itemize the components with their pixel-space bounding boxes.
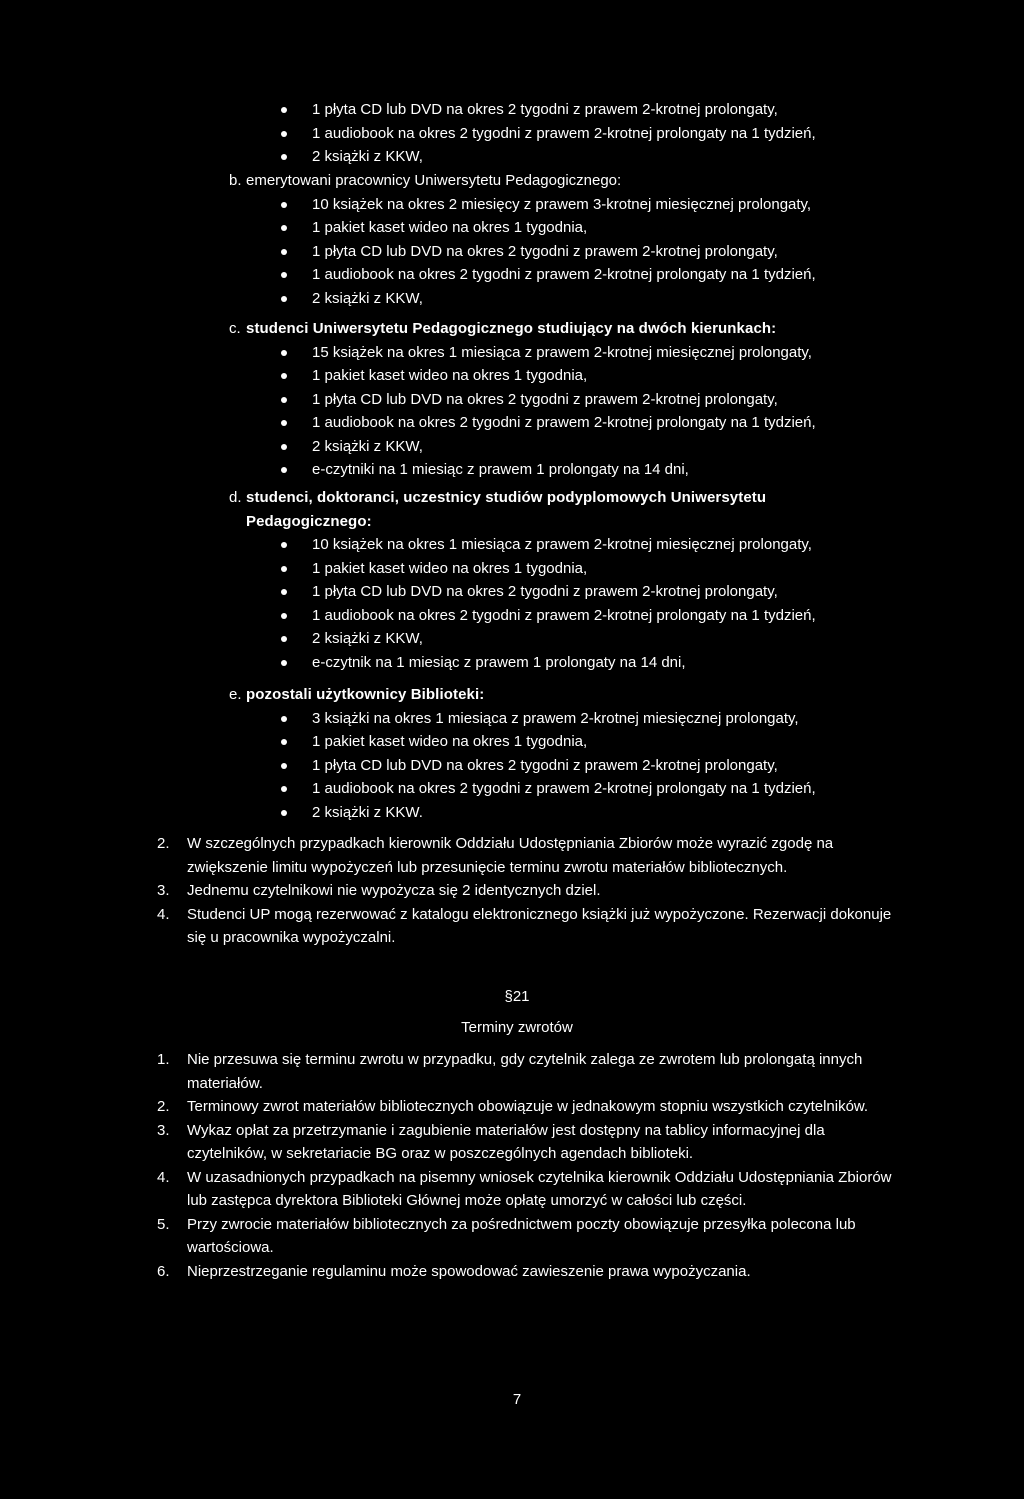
bullet-dot-icon [281,154,287,160]
bullet-item: e-czytnik na 1 miesiąc z prawem 1 prolongaty na 14 dni, [0,651,1024,675]
bullet-dot-icon [281,249,287,255]
bullet-item: 3 książki na okres 1 miesiąca z prawem 2-krotnej miesięcznej prolongaty, [0,707,1024,731]
bullet-dot-icon [281,763,287,769]
bullet-dot-icon [281,373,287,379]
bullet-dot-icon [281,225,287,231]
bullet-dot-icon [281,566,287,572]
numbered-list-top [0,832,1024,950]
bullet-dot-icon [281,613,287,619]
bullet-item: 1 płyta CD lub DVD na okres 2 tygodni z prawem 2-krotnej prolongaty, [0,580,1024,604]
bullet-item: 10 książek na okres 2 miesięcy z prawem 3-krotnej miesięcznej prolongaty, [0,193,1024,217]
bullet-dot-icon [281,660,287,666]
bullet-item: 1 płyta CD lub DVD na okres 2 tygodni z prawem 2-krotnej prolongaty, [0,388,1024,412]
bullet-dot-icon [281,131,287,137]
bullet-item: 15 książek na okres 1 miesiąca z prawem 2-krotnej miesięcznej prolongaty, [0,341,1024,365]
numbered-item: 3. Jednemu czytelnikowi nie wypożycza się 2 identycznych dziel. [157,882,601,899]
bullet-dot-icon [281,636,287,642]
bullet-item: 1 audiobook na okres 2 tygodni z prawem 2-krotnej prolongaty na 1 tydzień, [0,411,1024,435]
bullet-item: 1 audiobook na okres 2 tygodni z prawem 2-krotnej prolongaty na 1 tydzień, [0,122,1024,146]
group-heading: c. studenci Uniwersytetu Pedagogicznego studiujący na dwóch kierunkach: [229,320,777,337]
bullet-item: 1 audiobook na okres 2 tygodni z prawem 2-krotnej prolongaty na 1 tydzień, [0,263,1024,287]
bullet-dot-icon [281,716,287,722]
bullet-item: 1 płyta CD lub DVD na okres 2 tygodni z prawem 2-krotnej prolongaty, [0,240,1024,264]
section-header [0,985,1024,1039]
bullet-item: 2 książki z KKW, [0,145,1024,169]
bullet-item: e-czytniki na 1 miesiąc z prawem 1 prolongaty na 14 dni, [0,458,1024,482]
group-heading: e. pozostali użytkownicy Biblioteki: [229,686,485,703]
bullet-dot-icon [281,786,287,792]
numbered-item: 3. Wykaz opłat za przetrzymanie i zagubienie materiałów jest dostępny na tablicy informacyjnej dla czytelników, w sekretariacie BG oraz w poszczególnych agendach biblioteki. [157,1121,825,1162]
group-d [0,486,1024,674]
numbered-item: 5. Przy zwrocie materiałów bibliotecznych za pośrednictwem poczty obowiązuje przesyłka polecona lub wartościowa. [157,1215,856,1256]
numbered-item: 2. W szczególnych przypadkach kierownik Oddziału Udostępniania Zbiorów może wyrazić zgodę na zwiększenie limitu wypożyczeń lub przesunięcie terminu zwrotu materiałów bibliotecznych. [157,835,834,876]
bullet-dot-icon [281,739,287,745]
numbered-item: 1. Nie przesuwa się terminu zwrotu w przypadku, gdy czytelnik zalega ze zwrotem lub prolongatą innych materiałów. [157,1051,863,1092]
bullet-dot-icon [281,350,287,356]
bullet-item: 10 książek na okres 1 miesiąca z prawem 2-krotnej miesięcznej prolongaty, [0,533,1024,557]
bullet-item: 1 audiobook na okres 2 tygodni z prawem 2-krotnej prolongaty na 1 tydzień, [0,604,1024,628]
bullet-item: 1 pakiet kaset wideo na okres 1 tygodnia, [0,730,1024,754]
bullet-item: 2 książki z KKW. [0,801,1024,825]
bullet-item: 1 audiobook na okres 2 tygodni z prawem 2-krotnej prolongaty na 1 tydzień, [0,777,1024,801]
bullet-dot-icon [281,420,287,426]
bullet-item: 2 książki z KKW, [0,287,1024,311]
top-bullet-list [0,98,1024,169]
bullet-dot-icon [281,542,287,548]
section-number: §21 [504,988,530,1005]
numbered-item: 4. W uzasadnionych przypadkach na pisemny wniosek czytelnika kierownik Oddziału Udostępniania Zbiorów lub zastępca dyrektora Biblioteki Głównej może opłatę umorzyć w całości lub części. [157,1168,892,1209]
page-number: 7 [512,1391,522,1408]
bullet-item: 1 pakiet kaset wideo na okres 1 tygodnia, [0,364,1024,388]
bullet-dot-icon [281,296,287,302]
bullet-dot-icon [281,397,287,403]
bullet-dot-icon [281,107,287,113]
numbered-item: 6. Nieprzestrzeganie regulaminu może spowodować zawieszenie prawa wypożyczania. [157,1262,751,1280]
numbered-item: 2. Terminowy zwrot materiałów bibliotecznych obowiązuje w jednakowym stopniu wszystkich czytelników. [157,1098,869,1115]
numbered-item: 4. Studenci UP mogą rezerwować z katalogu elektronicznego książki już wypożyczone. Rezerwacji dokonuje się u pracownika wypożyczalni. [157,905,892,946]
group-heading: d. studenci, doktoranci, uczestnicy studiów podyplomowych Uniwersytetu Pedagogicznego: [229,489,767,530]
bullet-item: 2 książki z KKW, [0,627,1024,651]
bullet-dot-icon [281,202,287,208]
group-b [0,169,1024,310]
bullet-dot-icon [281,467,287,473]
bullet-dot-icon [281,810,287,816]
bullet-item: 1 płyta CD lub DVD na okres 2 tygodni z prawem 2-krotnej prolongaty, [0,754,1024,778]
numbered-list-section [0,1048,1024,1283]
bullet-item: 1 pakiet kaset wideo na okres 1 tygodnia, [0,216,1024,240]
bullet-dot-icon [281,444,287,450]
bullet-item: 1 płyta CD lub DVD na okres 2 tygodni z prawem 2-krotnej prolongaty, [0,98,1024,122]
group-c [0,317,1024,482]
section-title: Terminy zwrotów [461,1018,573,1036]
bullet-item: 2 książki z KKW, [0,435,1024,459]
bullet-dot-icon [281,272,287,278]
bullet-item: 1 pakiet kaset wideo na okres 1 tygodnia, [0,557,1024,581]
group-e [0,683,1024,824]
group-heading: b. emerytowani pracownicy Uniwersytetu Pedagogicznego: [229,172,622,189]
bullet-dot-icon [281,589,287,595]
